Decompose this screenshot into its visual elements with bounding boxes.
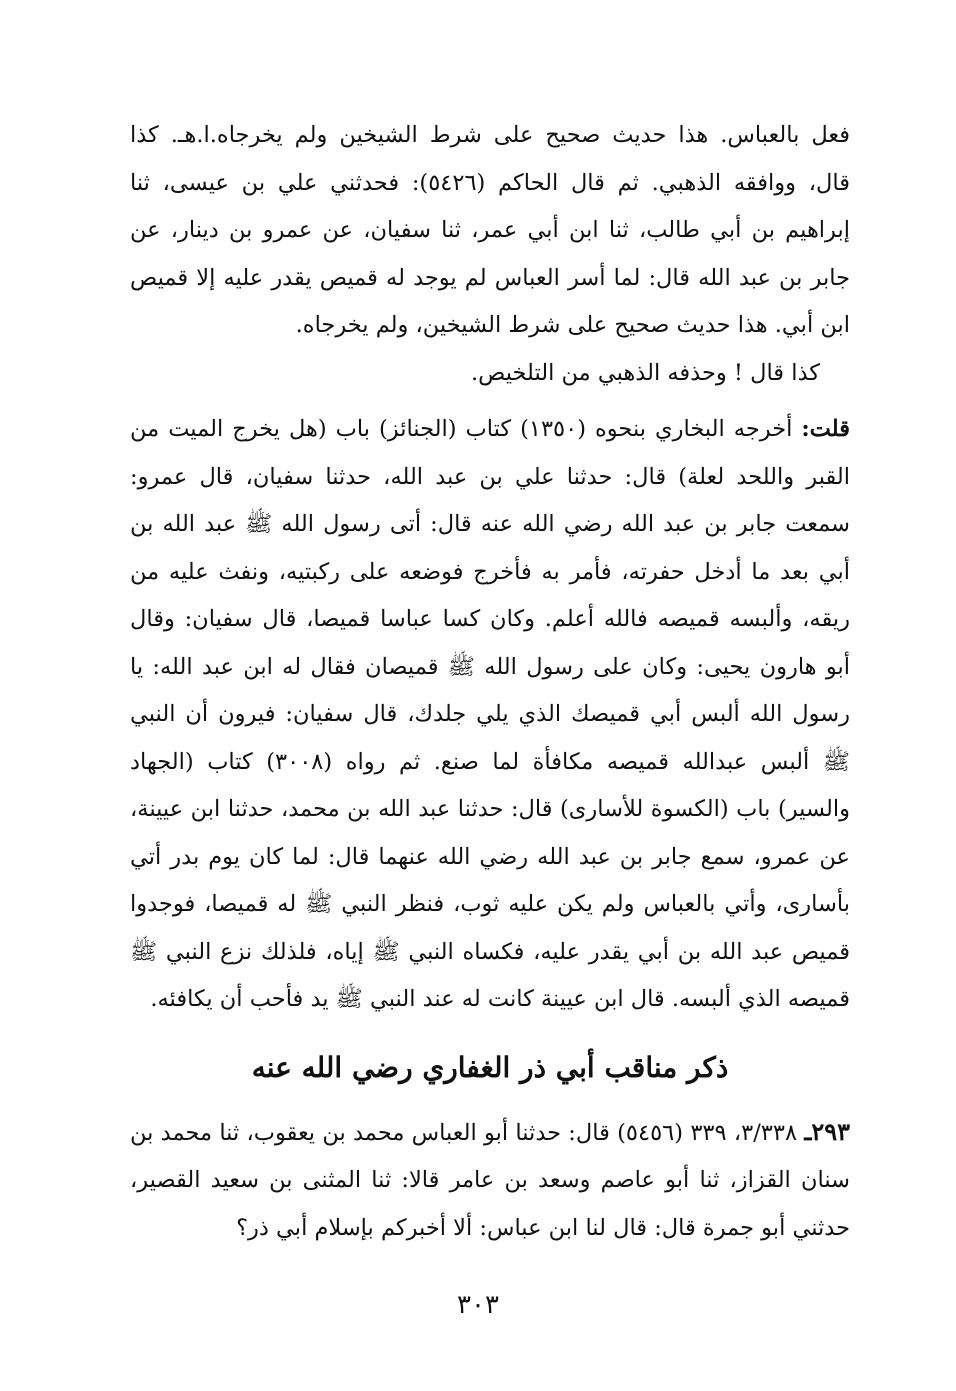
paragraph-1: فعل بالعباس. هذا حديث صحيح على شرط الشيخين ولم يخرجاه.ا.هـ. كذا قال، ووافقه الذهبي. ثم قال الحاكم (٥٤٢٦): فحدثني علي بن عيسى، ثنا إبراهيم بن أبي طالب، ثنا ابن أبي عمر، ثنا سفيان، عن عمرو بن دينار، عن جابر بن عبد الله قال: لما أسر العباس لم يوجد له قميص يقدر عليه إلا قميص ابن أبي. هذا حديث صحيح على شرط الشيخين، ولم يخرجاه. (130, 122, 850, 338)
paragraph-2: كذا قال ! وحذفه الذهبي من التلخيص. (471, 359, 820, 386)
paragraph-4 (130, 1108, 850, 1253)
paragraph-3 (130, 406, 850, 1024)
paragraph-3-text: أخرجه البخاري بنحوه (١٣٥٠) كتاب (الجنائز) باب (هل يخرج الميت من القبر واللحد لعلة) قال: حدثنا علي بن عبد الله، حدثنا سفيان، قال عمرو: سمعت جابر بن عبد الله رضي الله عنه قال: أتى رسول الله ﷺ عبد الله بن أبي بعد ما أدخل حفرته، فأمر به فأخرج فوضعه على ركبتيه، ونفث عليه من ريقه، وألبسه قميصه فالله أعلم. وكان كسا عباسا قميصا، قال سفيان: وقال أبو هارون يحيى: وكان على رسول الله ﷺ قميصان فقال له ابن عبد الله: يا رسول الله ألبس أبي قميصك الذي يلي جلدك، قال سفيان: فيرون أن النبي ﷺ ألبس عبدالله قميصه مكافأة لما صنع. ثم رواه (٣٠٠٨) كتاب (الجهاد والسير) باب (الكسوة للأسارى) قال: حدثنا عبد الله بن محمد، حدثنا ابن عيينة، عن عمرو، سمع جابر بن عبد الله رضي الله عنهما قال: لما كان يوم بدر أتي بأسارى، وأتي بالعباس ولم يكن عليه ثوب، فنظر النبي ﷺ له قميصا، فوجدوا قميص عبد الله بن أبي يقدر عليه، فكساه النبي ﷺ إياه، فلذلك نزع النبي ﷺ قميصه الذي ألبسه. قال ابن عيينة كانت له عند النبي ﷺ يد فأحب أن يكافئه. (130, 416, 850, 1012)
paragraph-3-label: قلت: (801, 416, 850, 442)
section-heading: ذكر مناقب أبي ذر الغفاري رضي الله عنه (251, 1050, 729, 1084)
hadith-number: ٢٩٣ـ (804, 1116, 851, 1146)
page-number: ٣٠٣ (457, 1290, 499, 1320)
page-body (130, 112, 850, 1252)
paragraph-4-text: ٣/٣٣٨، ٣٣٩ (٥٤٥٦) قال: حدثنا أبو العباس محمد بن يعقوب، ثنا محمد بن سنان القزاز، ثنا أبو عاصم وسعد بن عامر قالا: ثنا المثنى بن سعيد القصير، حدثني أبو جمرة قال: قال لنا ابن عباس: ألا أخبركم بإسلام أبي ذر؟ (130, 1119, 850, 1241)
